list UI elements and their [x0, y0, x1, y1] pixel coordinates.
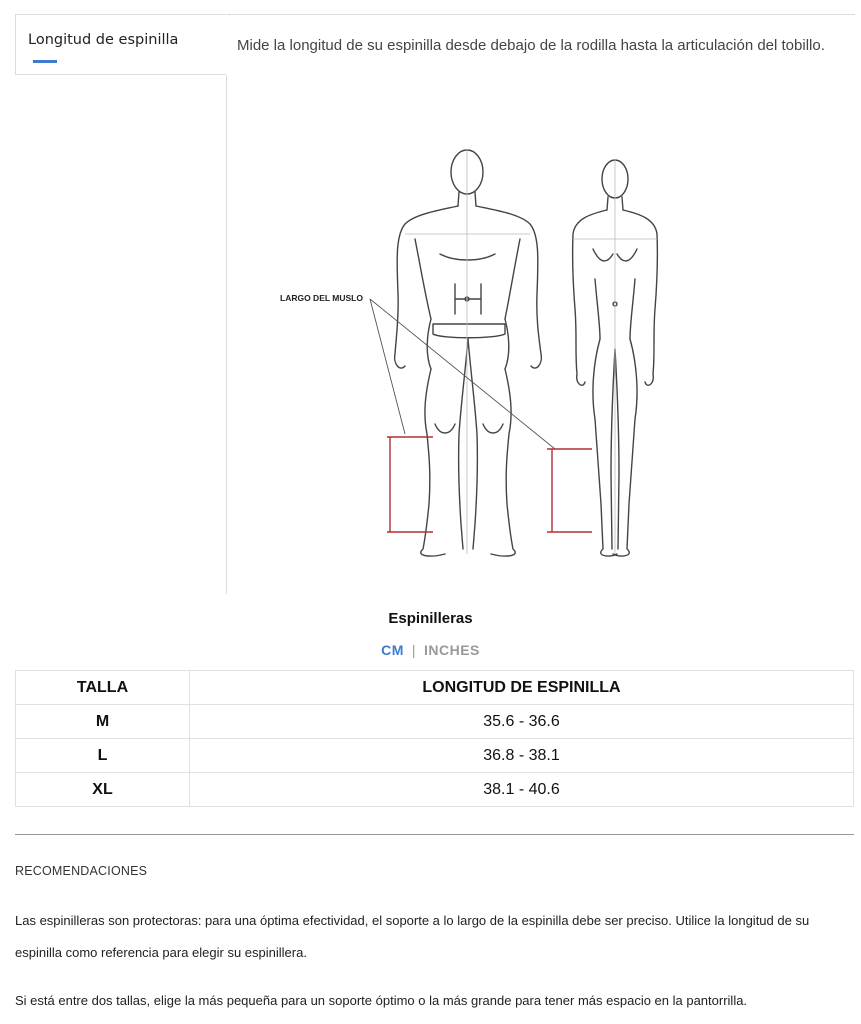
shin-measure-brackets	[387, 437, 592, 532]
male-figure	[395, 150, 542, 556]
measurement-panel	[15, 14, 855, 594]
body-measurement-illustration	[255, 144, 695, 569]
unit-separator: |	[411, 642, 416, 658]
value-cell: 35.6 - 36.6	[190, 705, 854, 739]
tab-label: Longitud de espinilla	[28, 32, 179, 48]
table-row	[16, 739, 854, 773]
size-cell: L	[16, 739, 190, 773]
table-header-row	[16, 671, 854, 705]
value-cell: 36.8 - 38.1	[190, 739, 854, 773]
size-table	[15, 670, 854, 807]
section-divider	[15, 834, 854, 835]
size-cell: XL	[16, 773, 190, 807]
value-cell: 38.1 - 40.6	[190, 773, 854, 807]
size-chart-title: Espinilleras	[388, 610, 473, 627]
unit-inches-button[interactable]: INCHES	[424, 642, 480, 658]
header-size: TALLA	[16, 671, 190, 705]
panel-divider	[226, 74, 227, 594]
panel-top-border	[226, 14, 855, 15]
tab-shin-length[interactable]	[15, 14, 226, 75]
callout-label: LARGO DEL MUSLO	[280, 293, 363, 303]
size-cell: M	[16, 705, 190, 739]
tab-connector	[226, 14, 227, 75]
recommendations-heading: RECOMENDACIONES	[15, 864, 148, 878]
unit-toggle	[0, 642, 861, 658]
table-row	[16, 773, 854, 807]
measure-description: Mide la longitud de su espinilla desde debajo de la rodilla hasta la articulación del tobillo.	[237, 37, 825, 54]
table-row	[16, 705, 854, 739]
unit-cm-button[interactable]: CM	[381, 642, 404, 658]
recommendations-paragraph-1: Las espinilleras son protectoras: para una óptima efectividad, el soporte a lo largo de la espinilla debe ser preciso. Utilice la longitud de su espinilla como referencia para elegir su espinillera.	[15, 913, 810, 960]
header-shin-length: LONGITUD DE ESPINILLA	[190, 671, 854, 705]
tab-active-indicator	[33, 60, 57, 63]
recommendations-paragraph-2: Si está entre dos tallas, elige la más pequeña para un soporte óptimo o la más grande para tener más espacio en la pantorrilla.	[15, 993, 748, 1008]
